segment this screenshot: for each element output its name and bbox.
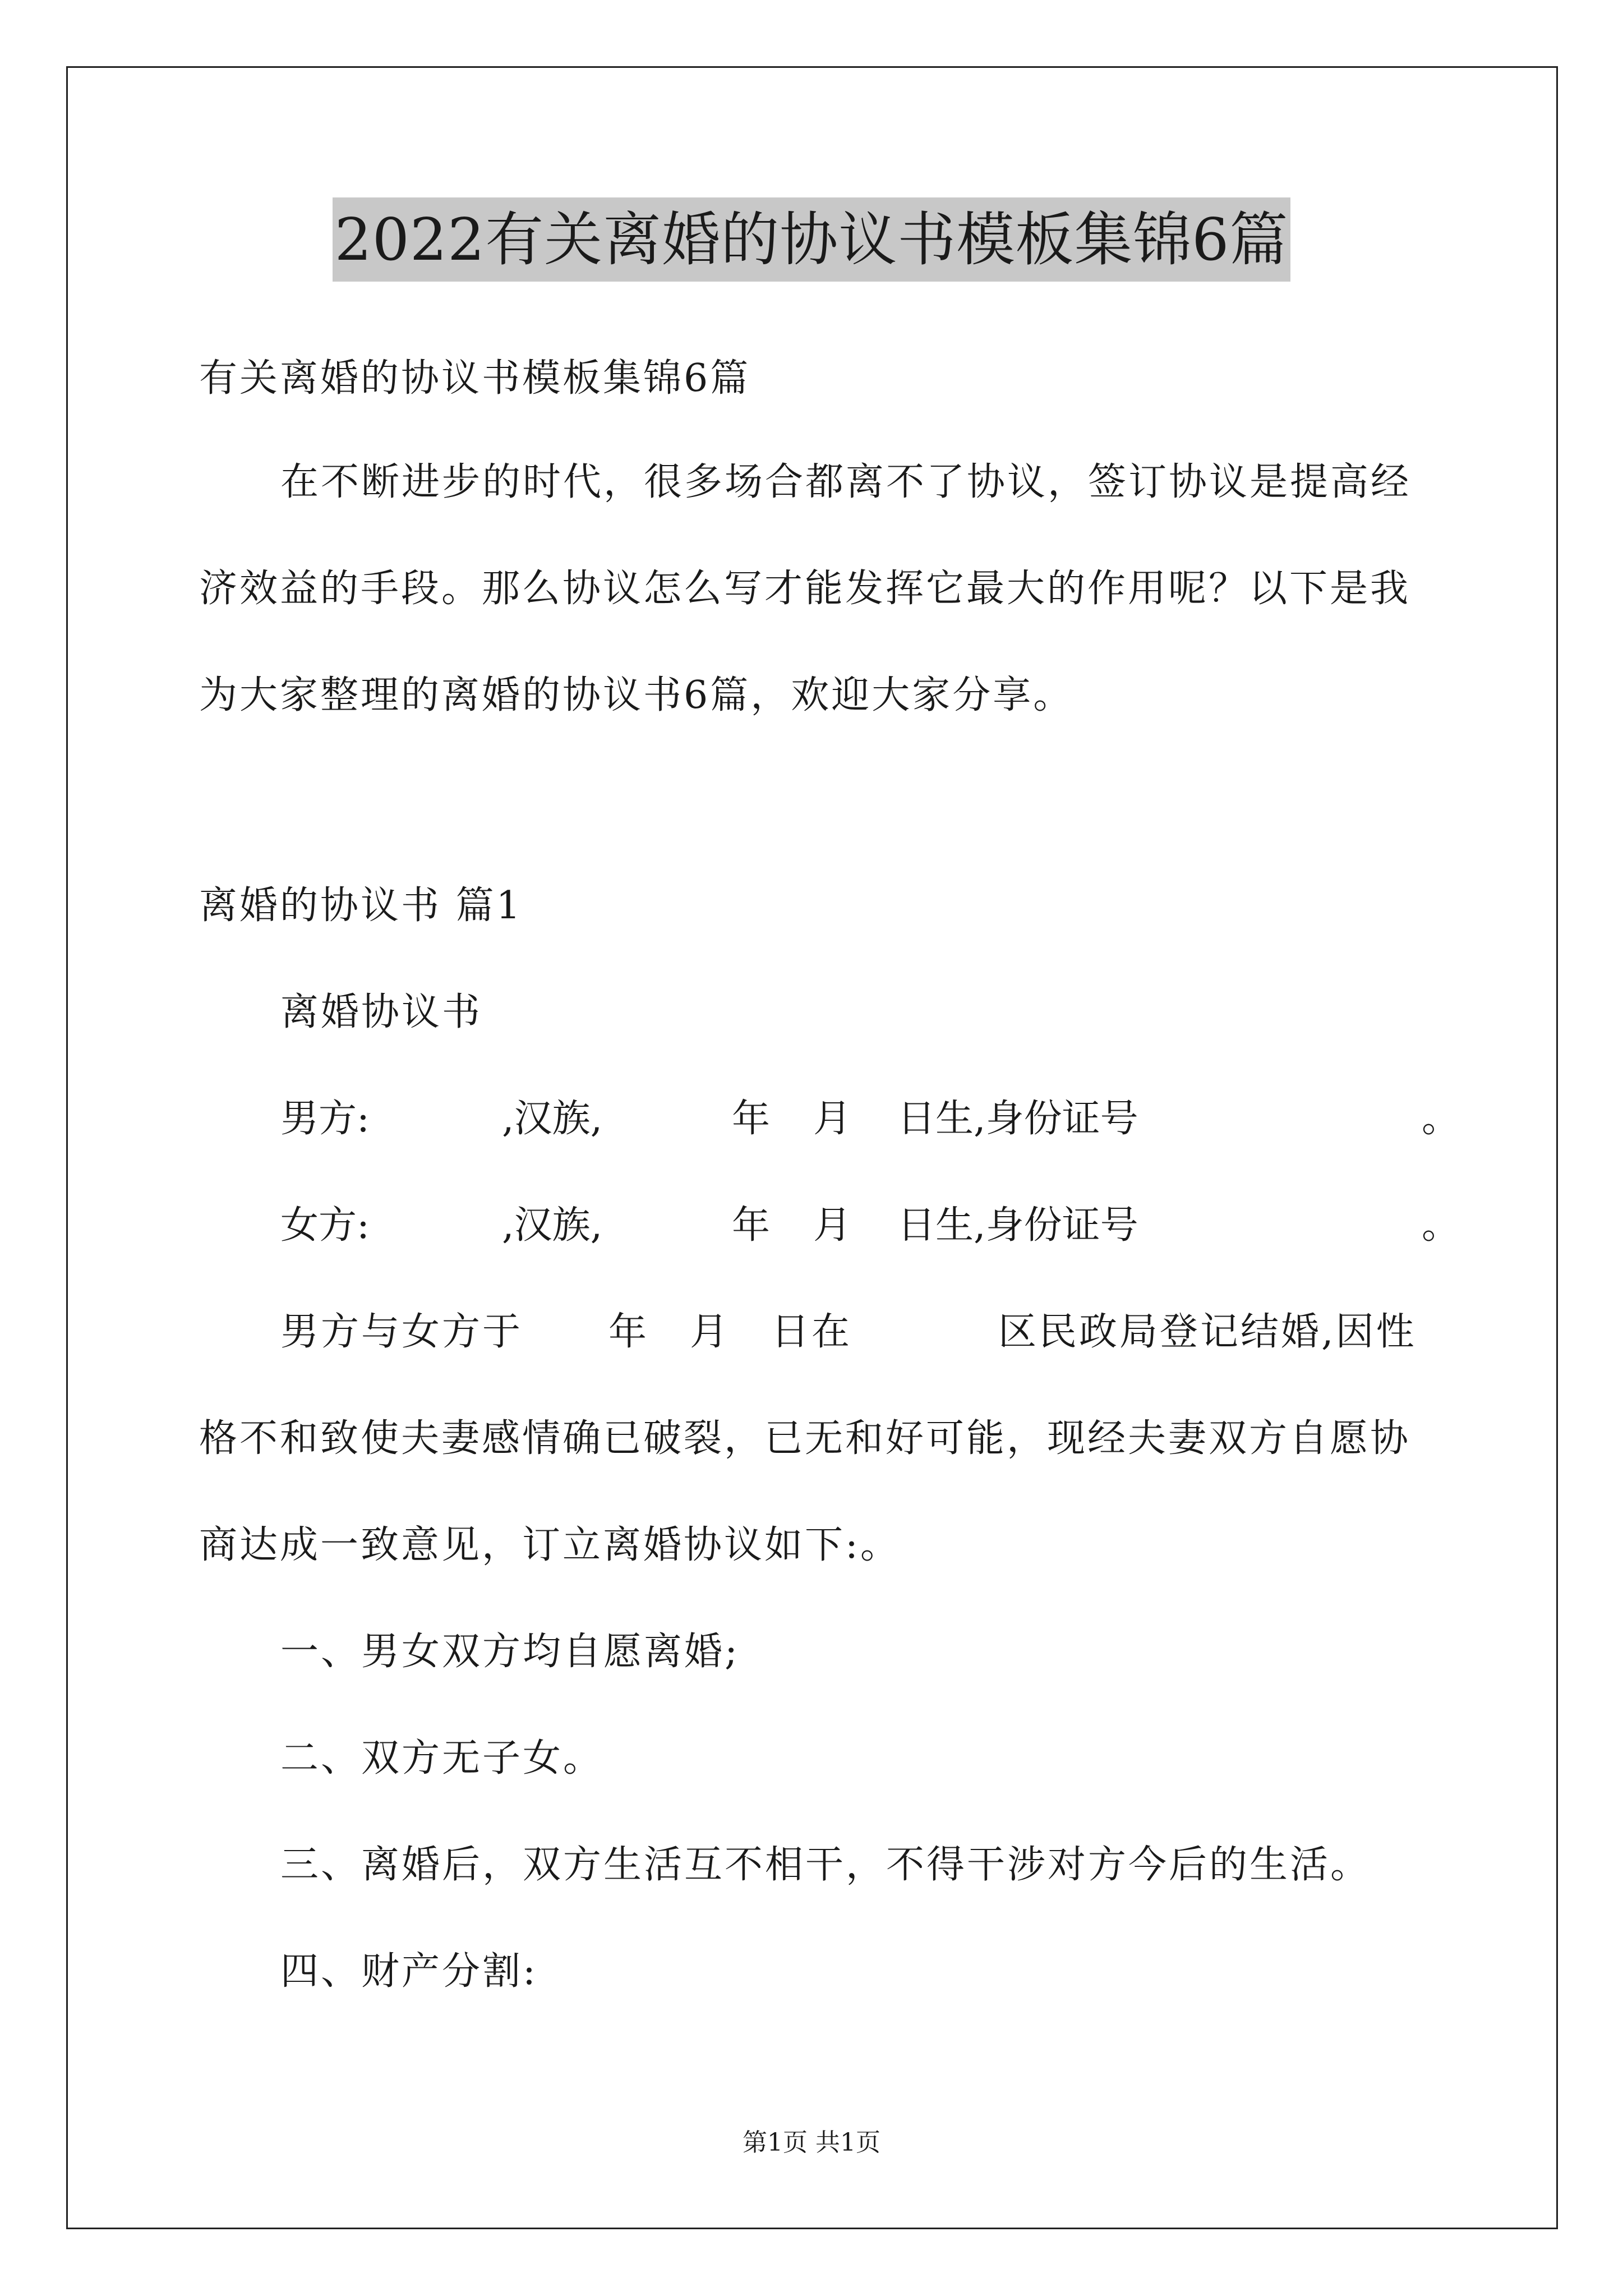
male-month: 月	[813, 1097, 852, 1141]
male-ethnicity: ,汉族,	[502, 1097, 603, 1141]
female-day-id: 日生,身份证号	[897, 1203, 1138, 1248]
clause-4: 四、财产分割:	[280, 1949, 538, 1994]
subtitle: 有关离婚的协议书模板集锦6篇	[199, 356, 751, 401]
female-end: 。	[1422, 1203, 1460, 1248]
clause-1: 一、男女双方均自愿离婚;	[280, 1630, 740, 1674]
intro-line-3: 为大家整理的离婚的协议书6篇，欢迎大家分享。	[199, 673, 1074, 717]
document-title: 2022有关离婚的协议书模板集锦6篇	[333, 197, 1291, 282]
female-ethnicity: ,汉族,	[502, 1203, 603, 1248]
marriage-year: 年	[608, 1310, 647, 1354]
clause-2: 二、双方无子女。	[280, 1736, 604, 1780]
male-end: 。	[1422, 1097, 1460, 1141]
intro-line-2: 济效益的手段。那么协议怎么写才能发挥它最大的作用呢？以下是我	[199, 567, 1411, 611]
marriage-registry: 区民政局登记结婚,因性	[998, 1310, 1417, 1354]
marriage-day-at: 日在	[771, 1310, 852, 1354]
marriage-line-3: 商达成一致意见，订立离婚协议如下:。	[199, 1523, 901, 1567]
male-label: 男方:	[280, 1097, 370, 1141]
marriage-month: 月	[690, 1310, 728, 1354]
female-month: 月	[813, 1203, 852, 1248]
section-heading: 离婚的协议书 篇1	[199, 884, 523, 928]
female-label: 女方:	[280, 1203, 370, 1248]
male-day-id: 日生,身份证号	[897, 1097, 1138, 1141]
intro-line-1: 在不断进步的时代，很多场合都离不了协议，签订协议是提高经	[280, 460, 1412, 504]
agreement-title: 离婚协议书	[280, 990, 483, 1034]
clause-3: 三、离婚后，双方生活互不相干，不得干涉对方今后的生活。	[280, 1843, 1371, 1887]
marriage-prefix: 男方与女方于	[280, 1310, 523, 1354]
marriage-line-2: 格不和致使夫妻感情确已破裂，已无和好可能，现经夫妻双方自愿协	[199, 1416, 1411, 1461]
title-container	[0, 197, 1623, 282]
page-footer: 第1页 共1页	[743, 2128, 880, 2157]
female-year: 年	[732, 1203, 771, 1248]
male-year: 年	[732, 1097, 771, 1141]
